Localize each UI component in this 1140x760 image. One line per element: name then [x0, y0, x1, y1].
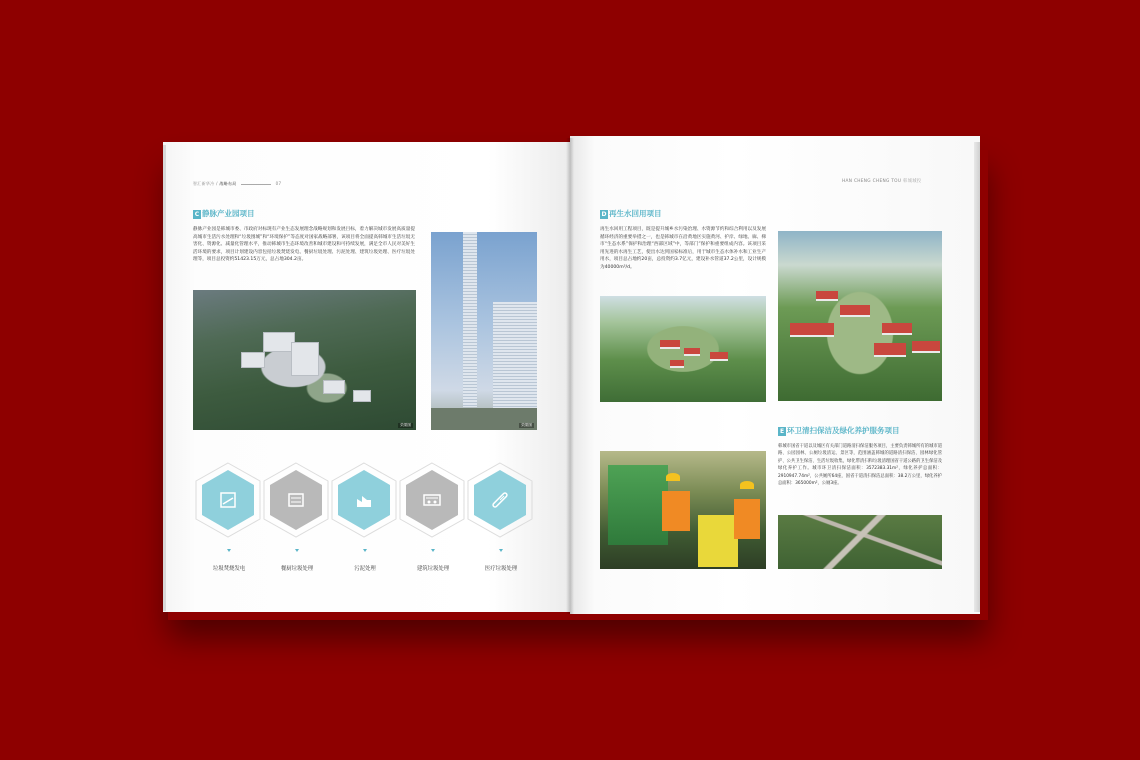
hex-item-incineration [195, 462, 261, 538]
water-plant-aerial-image-1 [600, 296, 766, 402]
plant-building [241, 352, 265, 368]
garbage-bin [698, 515, 738, 567]
down-arrow-icon [227, 549, 231, 552]
helmet [666, 473, 680, 481]
section-d-title [600, 208, 662, 219]
left-page-header [193, 181, 281, 187]
section-e-title [778, 425, 900, 436]
label-kitchen-waste: 餐厨垃圾处理 [280, 566, 314, 572]
section-c-title [193, 208, 255, 219]
label-incineration: 垃圾焚烧发电 [212, 566, 246, 572]
safety-vest [734, 499, 760, 539]
header-brand-sub: 韩城城投 [903, 179, 922, 184]
sludge-icon [354, 490, 374, 510]
down-arrow-icon [363, 549, 367, 552]
kitchen-waste-icon [286, 490, 306, 510]
down-arrow-icon [499, 549, 503, 552]
hex-item-construction-waste [399, 462, 465, 538]
garbage-truck [608, 465, 668, 545]
plant-building [323, 380, 345, 394]
waste-treatment-icon-row [195, 462, 555, 542]
office-building [493, 302, 537, 412]
section-e-badge: E [779, 428, 785, 435]
down-arrow-icon [295, 549, 299, 552]
building-roof [710, 352, 728, 361]
industrial-park-aerial-image [193, 290, 416, 430]
chimney-tower [463, 232, 477, 407]
water-plant-aerial-image-2 [778, 231, 942, 401]
construction-waste-icon [422, 490, 442, 510]
building-roof [874, 343, 906, 357]
plant-building [353, 390, 371, 402]
section-d-title-text: 再生水回用项目 [609, 209, 662, 218]
section-c-title-text: 静脉产业园项目 [202, 209, 255, 218]
medical-waste-icon [490, 490, 510, 510]
header-rule [241, 184, 271, 185]
sanitation-workers-image [600, 451, 766, 569]
incinerator-icon [218, 490, 238, 510]
building-roof [912, 341, 940, 353]
section-e-paragraph: 韩城市国省干道以及城区有关部门道路清扫保洁服务项目，主要负责韩城所有的城市道路、公园园林、公厕垃圾清运、景区等，范围涵盖韩城的道路清扫保洁、园林绿化管护、公共卫生保洁、生活垃圾收集，绿化带清扫和垃圾清理国省干道公路的卫生保洁及绿化养护工作。城市环卫清扫保洁面积：3572383.31m²，绿化养护总面积：2910947.74m²，公共厕所64座，国省干道清扫保洁总面积：38.2万公里，绿化养护总面积：365000m²，公厕3座。 [778, 444, 942, 487]
header-book-title: 智汇新华冷 / [193, 181, 218, 186]
left-page-edge [163, 145, 166, 611]
building-roof [816, 291, 838, 301]
highway-interchange-image [778, 515, 942, 569]
building-roof [660, 340, 680, 349]
header-page-number: 07 [275, 181, 282, 186]
plant-building [291, 342, 319, 376]
section-c-badge: C [194, 211, 200, 218]
helmet [740, 481, 754, 489]
section-e-title-text: 环卫清扫保洁及绿化养护服务项目 [787, 426, 900, 435]
header-brand: HAN CHENG CHENG TOU [842, 179, 902, 184]
building-roof [790, 323, 834, 337]
right-page-header [842, 178, 921, 184]
building-roof [684, 348, 700, 356]
image-tag: 效果图 [400, 423, 411, 427]
building-roof [840, 305, 870, 317]
hex-item-kitchen-waste [263, 462, 329, 538]
building-roof [882, 323, 912, 335]
label-medical-waste: 医疗垃圾处理 [484, 566, 518, 572]
hex-item-medical-waste [467, 462, 533, 538]
chimney-tower-image [431, 232, 537, 430]
section-c-paragraph: 静脉产业园是韩城市委、市政府对标现有产业生态发展理念战略规划和发展目标，着力解决城市发展高质量提高城市生活污水处理和“垃圾围城”和“环境保护”等态度对国家战略部署，该项目将全面提高韩城市生活垃圾无害化、资源化、减量化管理水平，推动韩城市生态环境改善和城市建设和可持续发展，满足全市人民对美好生活环境的要求，项目计划建设内容包括垃圾焚烧发电、餐厨垃圾处理、污泥处理、建筑垃圾处理、医疗垃圾处理等，项目总投资约51423.15万元，总占地304.2亩。 [193, 227, 415, 263]
image-tag: 效果图 [521, 423, 532, 427]
down-arrow-icon [431, 549, 435, 552]
hex-item-sludge [331, 462, 397, 538]
label-construction-waste: 建筑垃圾处理 [416, 566, 450, 572]
right-page-edge [974, 142, 980, 612]
header-section: 战略布局 [219, 181, 237, 186]
section-d-paragraph: 再生水回用工程项目，既是提升城乡水污染治理、水资源节约和综合利用以及发展循环经济的重要举措之一，也是韩城市在沿黄地区实施黄河、护岸、绿地、廊、梯市“生态水系”保护和治理“西部区域”中，等部门”保护和重要组成内容。该项目采用先进的水再生工艺，使出水达到国家标准后，用于城市生态水体补水和工业生产用水，项目总占地约20亩，总投资约3.7亿元，建设补水管道37.2公里，设计规模为40000m³/d。 [600, 227, 766, 270]
safety-vest [662, 491, 690, 531]
label-sludge: 污泥处理 [354, 566, 376, 572]
book-spine [566, 138, 574, 614]
section-d-badge: D [601, 211, 607, 218]
building-roof [670, 360, 684, 368]
